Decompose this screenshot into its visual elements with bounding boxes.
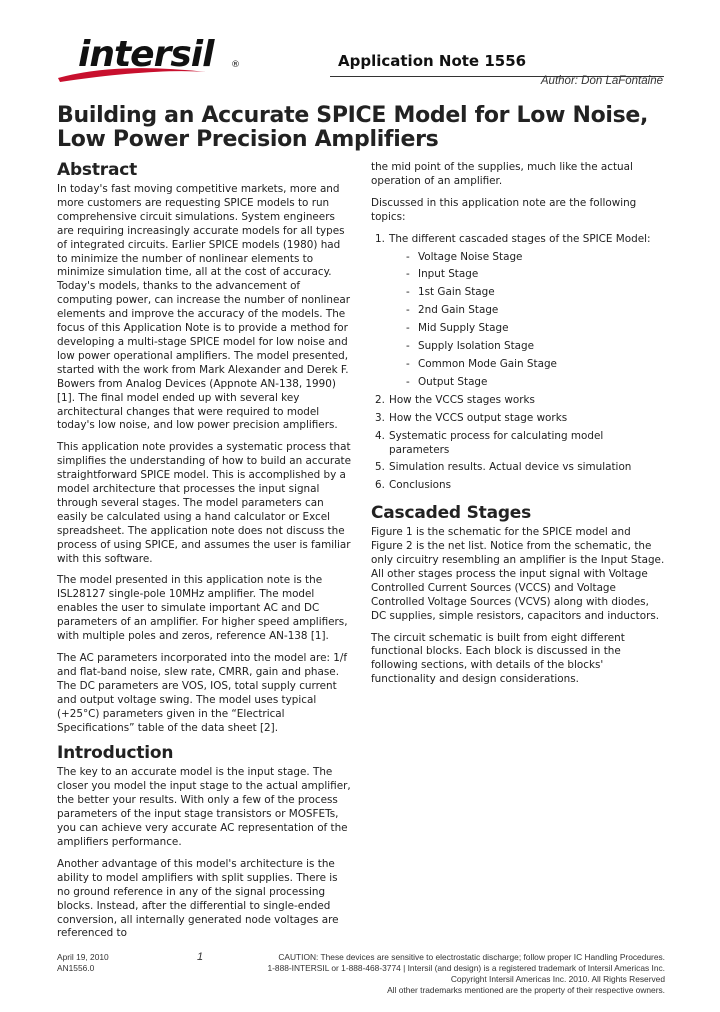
list-item: - Voltage Noise Stage <box>406 250 523 263</box>
title-line-1: Building an Accurate SPICE Model for Low Noise, <box>57 103 649 128</box>
footer-caution: CAUTION: These devices are sensitive to electrostatic discharge; follow proper IC Handling Procedures. <box>278 952 665 962</box>
footer-doc-number: AN1556.0 <box>57 963 95 973</box>
registered-mark: ® <box>231 60 240 70</box>
author-line: Author: Don LaFontaine <box>540 75 663 87</box>
title-line-2: Low Power Precision Amplifiers <box>57 127 439 152</box>
footer-legal <box>245 952 665 996</box>
topics-list <box>371 233 665 494</box>
list-item: 6. Conclusions <box>375 479 452 492</box>
introduction-paragraph-2: Another advantage of this model's architecture is the ability to model amplifiers with split supplies. There is no ground reference in any of the signal processing blocks. Instead, after the differential to single-ended conversion, all internally generated node voltages are referenced to <box>57 857 339 940</box>
list-item: 1. The different cascaded stages of the SPICE Model: - Voltage Noise Stage - Input Stage - 1st Gain Stage - 2nd Gain Stage - Mid Supply Stage - Supply Isolation Stage - Common Mode Gain Stage - Output Stage <box>371 233 665 390</box>
logo-wordmark: intersil <box>78 34 214 75</box>
footer-date: April 19, 2010 <box>57 952 109 962</box>
stages-sublist <box>389 251 665 390</box>
list-item: 4. Systematic process for calculating model parameters <box>375 429 604 456</box>
list-item: - Mid Supply Stage <box>406 322 509 335</box>
introduction-heading: Introduction <box>57 743 174 764</box>
list-item: 5. Simulation results. Actual device vs simulation <box>375 461 632 474</box>
list-item: 3. How the VCCS output stage works <box>375 411 568 424</box>
list-item: 2. How the VCCS stages works <box>375 393 535 406</box>
list-item: - Supply Isolation Stage <box>406 340 535 353</box>
page-number: 1 <box>197 951 204 963</box>
list-item: - Common Mode Gain Stage <box>406 357 557 370</box>
abstract-heading: Abstract <box>57 160 138 180</box>
footer-contact: 1-888-INTERSIL or 1-888-468-3774 | Intersil (and design) is a registered trademark of Intersil Americas Inc. <box>267 963 665 973</box>
footer-doc-info <box>57 952 157 974</box>
list-item: - 1st Gain Stage <box>406 286 495 299</box>
cascaded-stages-heading: Cascaded Stages <box>371 503 532 524</box>
list-item: - 2nd Gain Stage <box>406 304 499 317</box>
right-column <box>371 161 665 695</box>
abstract-paragraph-2: This application note provides a systematic process that simplifies the understanding of how to build an accurate straightforward SPICE model. This is accomplished by a model architecture that processes the input signal through several stages. The model parameters can easily be calculated using a hand calculator or Excel spreadsheet. The application note does not discuss the process of using SPICE, and assumes the user is familiar with this software. <box>57 441 352 565</box>
page-title <box>57 104 677 152</box>
cascaded-paragraph-2: The circuit schematic is built from eight different functional blocks. Each block is discussed in the following sections, with details of the blocks' functionality and design considerations. <box>371 631 625 686</box>
cascaded-paragraph-1: Figure 1 is the schematic for the SPICE model and Figure 2 is the net list. Notice from the schematic, the only circuitry resembling an amplifier is the Input Stage. All other stages process the input signal with Voltage Controlled Current Sources (VCCS) and Voltage Controlled Voltage Sources (VCVS) along with diodes, DC supplies, simple resistors, capacitors and inductors. <box>371 526 665 622</box>
continuation-paragraph: the mid point of the supplies, much like the actual operation of an amplifier. <box>371 161 633 187</box>
left-column <box>57 160 353 949</box>
abstract-paragraph-1: In today's fast moving competitive markets, more and more customers are requesting SPICE models to run comprehensive circuit simulations. System engineers are requiring increasingly accurate models for all types of integrated circuits. Earlier SPICE models (1980) had to minimize the number of nonlinear elements to minimize simulation time, all at the cost of accuracy. Today's models, thanks to the advancement of computing power, can increase the number of nonlinear elements and improve the accuracy of the models. The focus of this Application Note is to provide a method for developing a multi-stage SPICE model for low noise and low power operational amplifiers. The model presented, started with the work from Mark Alexander and Derek F. Bowers from Analog Devices (Appnote AN-138, 1990) [1]. The final model ended up with several key architectural changes that were required to model today's low noise, and low power precision amplifiers. <box>57 183 351 432</box>
list-item: - Input Stage <box>406 268 479 281</box>
intersil-logo <box>56 32 246 88</box>
introduction-paragraph-1: The key to an accurate model is the input stage. The closer you model the input stage to the actual amplifier, the better your results. With only a few of the process parameters of the input stage transistors or MOSFETs, you can achieve very accurate AC representation of the amplifiers performance. <box>57 766 351 848</box>
application-note-number: Application Note 1556 <box>338 52 527 70</box>
footer-copyright: Copyright Intersil Americas Inc. 2010. All Rights Reserved <box>450 974 665 984</box>
list-item: - Output Stage <box>406 375 488 388</box>
footer-trademarks: All other trademarks mentioned are the property of their respective owners. <box>387 985 665 995</box>
abstract-paragraph-4: The AC parameters incorporated into the model are: 1/f and flat-band noise, slew rate, CMRR, gain and phase. The DC parameters are VOS, IOS, total supply current and output voltage swing. The model uses typical (+25°C) parameters given in the “Electrical Specifications” table of the data sheet [2]. <box>57 652 348 734</box>
abstract-paragraph-3: The model presented in this application note is the ISL28127 single-pole 10MHz amplifier. The model enables the user to simulate important AC and DC parameters of an amplifier. For higher speed amplifiers, with multiple poles and zeros, reference AN-138 [1]. <box>57 574 348 643</box>
topics-intro: Discussed in this application note are the following topics: <box>371 196 637 223</box>
